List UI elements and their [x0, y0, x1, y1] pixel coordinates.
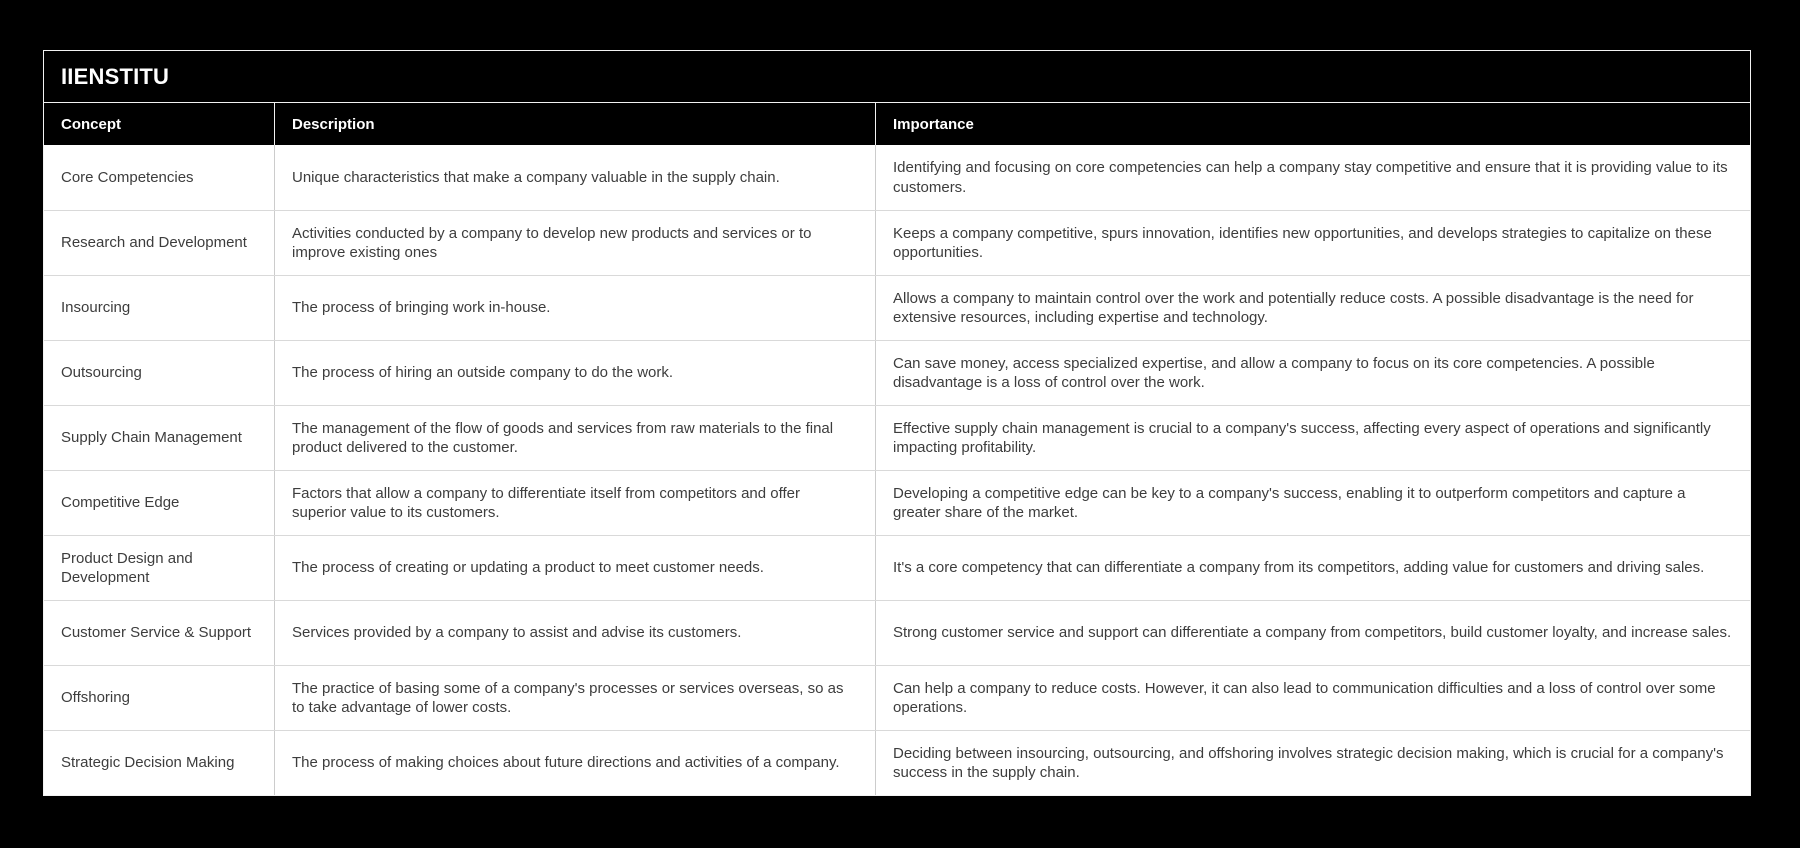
table-body	[44, 145, 1750, 795]
table-row	[44, 340, 1750, 405]
table-row	[44, 405, 1750, 470]
cell-description: Services provided by a company to assist and advise its customers.	[275, 601, 876, 665]
cell-description: The management of the flow of goods and services from raw materials to the final product delivered to the customer.	[275, 406, 876, 470]
table-row	[44, 665, 1750, 730]
table-row	[44, 600, 1750, 665]
cell-concept: Competitive Edge	[44, 471, 275, 535]
cell-concept: Outsourcing	[44, 341, 275, 405]
cell-concept: Insourcing	[44, 276, 275, 340]
table-header-row	[44, 103, 1750, 145]
cell-description: Factors that allow a company to differentiate itself from competitors and offer superior value to its customers.	[275, 471, 876, 535]
cell-concept: Strategic Decision Making	[44, 731, 275, 795]
cell-importance: Developing a competitive edge can be key to a company's success, enabling it to outperform competitors and capture a greater share of the market.	[893, 484, 1686, 521]
cell-concept: Customer Service & Support	[44, 601, 275, 665]
cell-concept: Core Competencies	[44, 145, 275, 210]
table-row	[44, 145, 1750, 210]
cell-concept: Offshoring	[44, 666, 275, 730]
cell-description: Unique characteristics that make a company valuable in the supply chain.	[275, 145, 876, 210]
cell-description: The process of creating or updating a product to meet customer needs.	[275, 536, 876, 600]
cell-concept: Supply Chain Management	[44, 406, 275, 470]
cell-description: The process of bringing work in-house.	[275, 276, 876, 340]
cell-description: The process of hiring an outside company to do the work.	[275, 341, 876, 405]
cell-importance: Can help a company to reduce costs. However, it can also lead to communication difficulties and a loss of control over some operations.	[893, 679, 1716, 716]
table-title: IIENSTITU	[44, 51, 1750, 103]
concepts-table	[43, 50, 1751, 796]
cell-description: Activities conducted by a company to develop new products and services or to improve existing ones	[275, 211, 876, 275]
table-row	[44, 730, 1750, 795]
column-header-description: Description	[275, 103, 876, 145]
cell-description: The practice of basing some of a company's processes or services overseas, so as to take advantage of lower costs.	[275, 666, 876, 730]
table-row	[44, 210, 1750, 275]
cell-importance: Effective supply chain management is crucial to a company's success, affecting every aspect of operations and significantly impacting profitability.	[893, 419, 1711, 456]
cell-importance: Strong customer service and support can differentiate a company from competitors, build customer loyalty, and increase sales.	[893, 624, 1732, 642]
table-row	[44, 535, 1750, 600]
cell-importance: Identifying and focusing on core competencies can help a company stay competitive and ensure that it is providing value to its customers.	[893, 159, 1728, 196]
cell-concept: Research and Development	[44, 211, 275, 275]
cell-importance: It's a core competency that can differentiate a company from its competitors, adding value for customers and driving sales.	[893, 559, 1705, 577]
column-header-importance: Importance	[893, 115, 974, 133]
cell-concept: Product Design and Development	[44, 536, 275, 600]
cell-importance: Allows a company to maintain control over the work and potentially reduce costs. A possible disadvantage is the need for extensive resources, including expertise and technology.	[893, 289, 1694, 326]
cell-importance: Can save money, access specialized expertise, and allow a company to focus on its core competencies. A possible disadvantage is a loss of control over the work.	[893, 354, 1655, 391]
table-row	[44, 275, 1750, 340]
cell-importance: Deciding between insourcing, outsourcing, and offshoring involves strategic decision making, which is crucial for a company's success in the supply chain.	[893, 744, 1724, 781]
table-row	[44, 470, 1750, 535]
column-header-concept: Concept	[44, 103, 275, 145]
cell-importance: Keeps a company competitive, spurs innovation, identifies new opportunities, and develops strategies to capitalize on these opportunities.	[893, 224, 1712, 261]
cell-description: The process of making choices about future directions and activities of a company.	[275, 731, 876, 795]
